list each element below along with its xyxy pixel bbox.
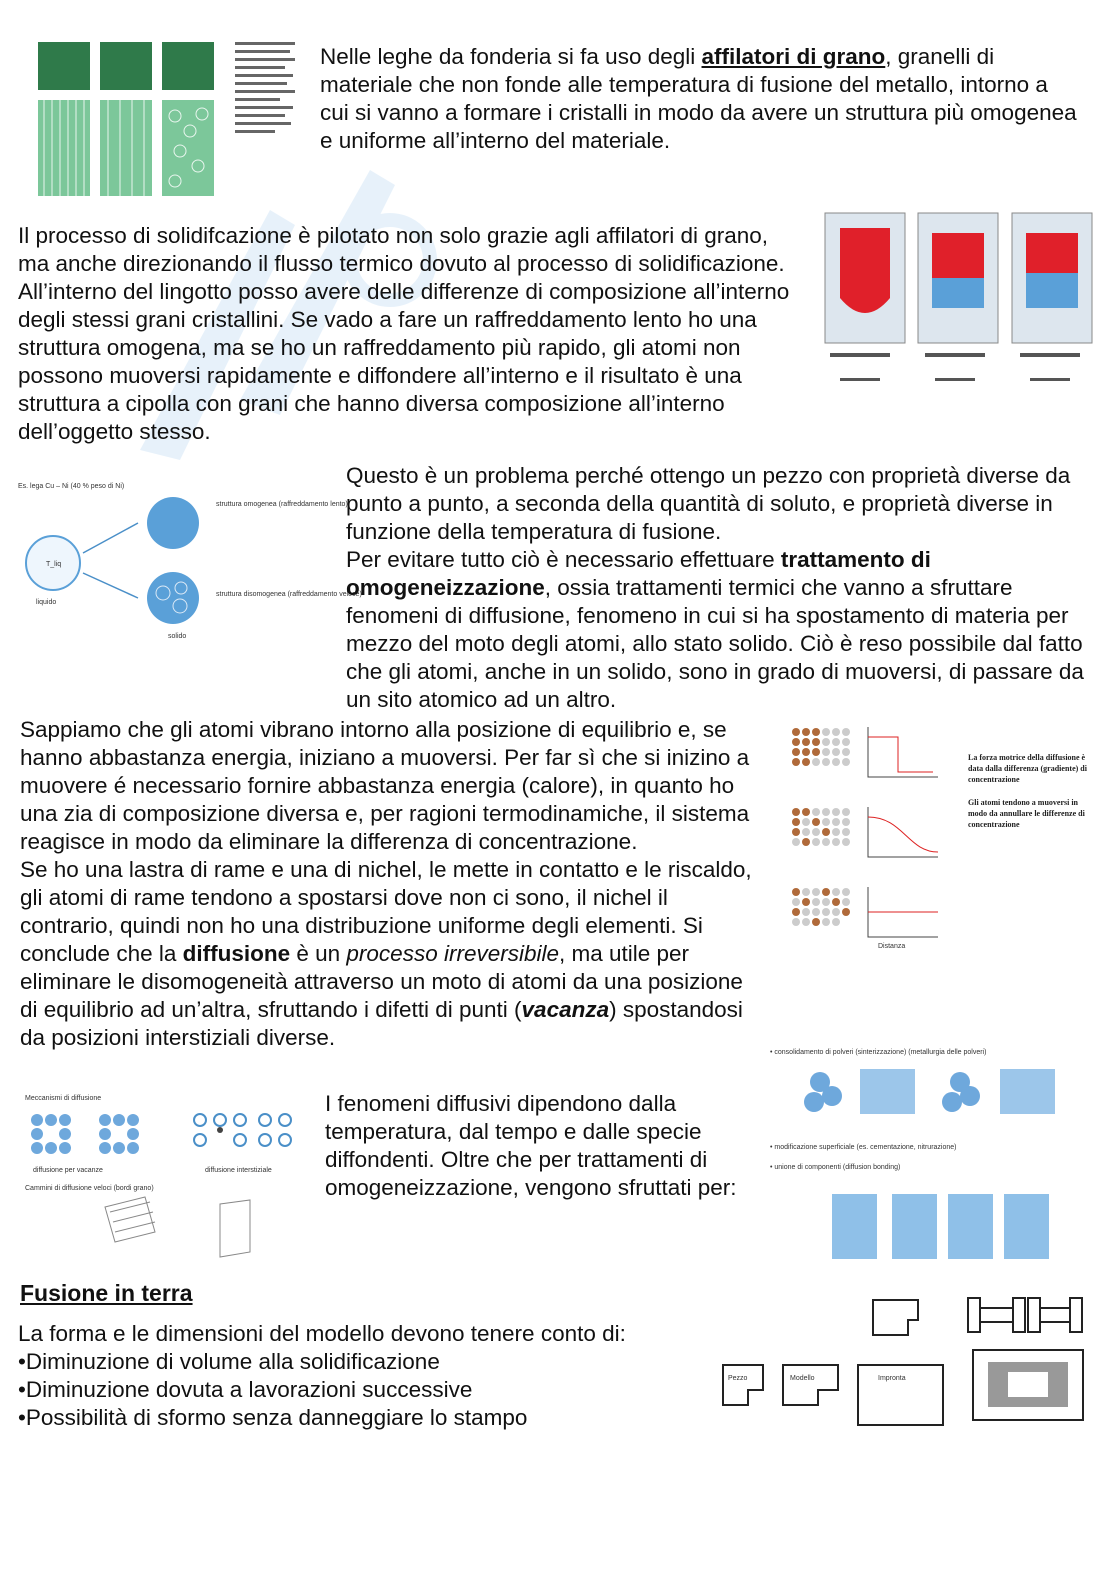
grain-structures-figure [30, 16, 300, 206]
app-a: • consolidamento di polveri (sinterizzazione) (metallurgia delle polveri) [770, 1049, 987, 1056]
app-c: • unione di componenti (diffusion bonding) [770, 1164, 901, 1171]
diffusion-applications-figure [770, 1044, 1100, 1269]
diffusion-xaxis: Distanza [878, 943, 906, 950]
model-b: Modello [790, 1375, 815, 1382]
lega-bottom: solido [168, 633, 187, 640]
lega-inner: T_liq [46, 561, 62, 568]
lega-top-label: struttura omogenea (raffreddamento lento) [216, 501, 348, 508]
paragraph-affilatori [320, 43, 1080, 155]
p4-text-4: ) spostandosi da posizioni interstiziali diverse. [20, 997, 743, 1050]
cu-ni-alloy-figure [18, 478, 362, 643]
bullet-item: •Diminuzione dovuta a lavorazioni successive [18, 1377, 473, 1402]
app-b: • modificazione superficiale (es. cementazione, nitrurazione) [770, 1144, 957, 1151]
section-intro: La forma e le dimensioni del modello devono tenere conto di: [18, 1321, 626, 1346]
p1-text-post: , granelli di materiale che non fonde alle temperatura di fusione del metallo, intorno a cui si vanno a formare i cristalli in modo da avere un struttura più omogenea e uniforme all’interno del materiale. [320, 44, 1077, 153]
p3-text-pre: Per evitare tutto ciò è necessario effettuare [346, 547, 781, 572]
mech-a: diffusione per vacanze [33, 1167, 103, 1174]
mech-c: Cammini di diffusione veloci (bordi grano) [25, 1185, 154, 1192]
section-bullets [18, 1348, 698, 1432]
mech-b: diffusione interstiziale [205, 1167, 272, 1174]
model-c: Impronta [878, 1375, 906, 1382]
bullet-item: •Diminuzione di volume alla solidificazione [18, 1349, 440, 1374]
paragraph-diffusione [20, 716, 760, 1052]
p3-body [346, 546, 1091, 714]
paragraph-omogeneizzazione [346, 462, 1091, 714]
bullet-item: •Possibilità di sformo senza danneggiare lo stampo [18, 1405, 528, 1430]
p4-body [20, 856, 760, 1052]
diffusion-gradient-figure [788, 722, 1098, 952]
sand-casting-model-figure [718, 1280, 1098, 1430]
p4-text-2: è un [290, 941, 347, 966]
mech-title: Meccanismi di diffusione [25, 1095, 102, 1102]
ingot-solidification-figure [820, 208, 1095, 408]
paragraph-fenomeni-diffusivi: I fenomeni diffusivi dipendono dalla temperatura, dal tempo e dalle specie diffondenti. Oltre che per trattamenti di omogeneizzazione, vengono sfruttati per: [325, 1091, 737, 1200]
p4-bold-term: diffusione [182, 941, 291, 966]
diffusion-note-2: Gli atomi tendono a muoversi in modo da annullare le differenze di concentrazione [968, 798, 1085, 829]
diffusion-mechanisms-figure [25, 1092, 315, 1262]
p1-bold-term: affilatori di grano [701, 44, 886, 69]
p3-text-post: , ossia trattamenti termici che vanno a sfruttare fenomeni di diffusione, fenomeno in cui si ha spostamento di materia per mezzo del moto degli atomi, allo stato solido. Ciò è reso possibile dal fatto che gli atomi, anche in un solido, sono in grado di muoversi, di passare da un sito atomico ad un altro. [346, 575, 1084, 712]
p3-bold-term: trattamento di omogeneizzazione [346, 547, 931, 600]
p4-intro: Sappiamo che gli atomi vibrano intorno alla posizione di equilibrio e, se hanno abbastanza energia, iniziano a muoversi. Per far sì che si inizino a muovere é necessario fornire abbastanza energia (calore), in quanto ho una zia di composizione diversa e, per ragioni termodinamiche, il sistema reagisce in modo da eliminare la differenza di concentrazione. [20, 717, 750, 854]
p4-text-3: , ma utile per eliminare le disomogeneità attraverso un moto di atomi da una posizione di equilibrio ad un’altra, sfruttando i difetti di punti ( [20, 941, 743, 1022]
diffusion-note-1: La forza motrice della diffusione è data dalla differenza (gradiente) di concentrazione [968, 753, 1087, 784]
lega-title: Es. lega Cu – Ni (40 % peso di Ni) [18, 483, 125, 490]
p3-intro: Questo è un problema perché ottengo un pezzo con proprietà diverse da punto a punto, a seconda della quantità di soluto, e proprietà diverse in funzione della temperatura di fusione. [346, 463, 1071, 544]
section-heading: Fusione in terra [20, 1280, 193, 1306]
lega-left: liquido [36, 599, 57, 606]
model-a: Pezzo [728, 1375, 748, 1382]
p4-text-1: Se ho una lastra di rame e una di nichel, le mette in contatto e le riscaldo, gli atomi di rame tendono a spostarsi dove non ci sono, il nichel il contrario, quindi non ho una distribuzione uniforme degli elementi. Si conclude che la [20, 857, 752, 966]
p4-italic-term: processo irreversibile [346, 941, 559, 966]
p1-text-pre: Nelle leghe da fonderia si fa uso degli [320, 44, 702, 69]
paragraph-solidificazione: Il processo di solidifcazione è pilotato non solo grazie agli affilatori di grano, ma anche direzionando il flusso termico dovuto al processo di solidificazione. All’interno del lingotto posso avere delle differenze di composizione all’interno degli stessi grani cristallini. Se vado a fare un raffreddamento lento ho una struttura omogena, ma se ho un raffreddamento più rapido, gli atomi non possono muoversi rapidamente e diffondere all’interno e il risultato è una struttura a cipolla con grani che hanno diversa composizione all’interno dell’oggetto stesso. [18, 223, 790, 444]
lega-bottom-label: struttura disomogenea (raffreddamento veloce) [216, 591, 362, 598]
p4-vacanza-term: vacanza [521, 997, 610, 1022]
